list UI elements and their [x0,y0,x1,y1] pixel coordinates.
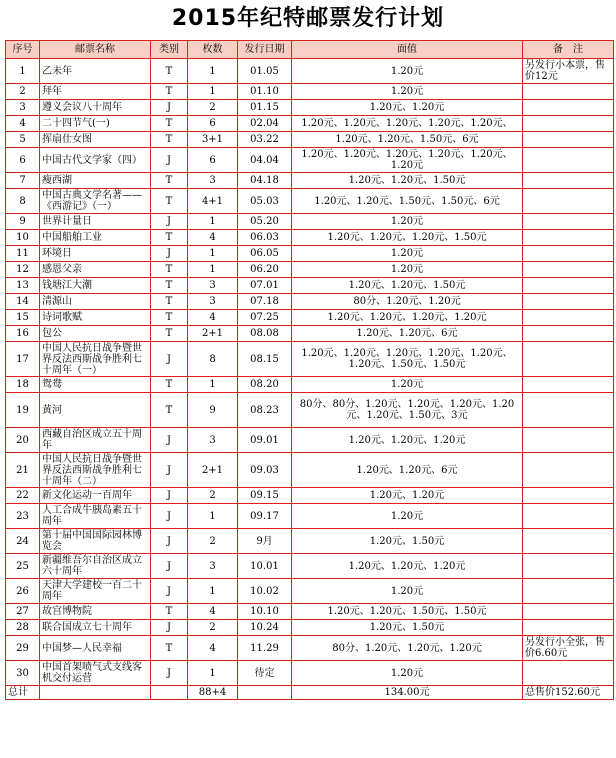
table-row [6,504,614,529]
total-row [6,686,614,700]
cell-name: 感恩父亲 [40,262,151,278]
cell-date: 09.01 [238,428,292,453]
cell-count: 3 [188,428,238,453]
cell-type: T [151,636,188,661]
cell-note [523,529,614,554]
cell-type: J [151,453,188,488]
table-row [6,132,614,148]
cell-date: 05.20 [238,214,292,230]
cell-count: 2 [188,529,238,554]
cell-name: 天津大学建校一百二十周年 [40,579,151,604]
cell-date: 07.25 [238,310,292,326]
cell-type: T [151,262,188,278]
table-row [6,620,614,636]
cell-count: 1 [188,661,238,686]
cell-name: 遵义会议八十周年 [40,100,151,116]
table-row [6,661,614,686]
cell-name: 黄河 [40,393,151,428]
cell-value: 1.20元、1.20元、1.20元、1.50元 [292,230,523,246]
cell-type: J [151,620,188,636]
cell-no: 28 [6,620,40,636]
cell-name: 钱塘江大潮 [40,278,151,294]
cell-name: 第十届中国国际园林博览会 [40,529,151,554]
cell-count: 1 [188,84,238,100]
cell-note [523,393,614,428]
cell-count: 3 [188,278,238,294]
cell-date: 07.18 [238,294,292,310]
table-row [6,59,614,84]
cell-value: 1.20元、1.20元 [292,100,523,116]
cell-count: 1 [188,246,238,262]
cell-note [523,326,614,342]
cell-type: T [151,377,188,393]
cell-count: 2 [188,488,238,504]
cell-name: 故宫博物院 [40,604,151,620]
cell-type: T [151,116,188,132]
cell-date: 10.10 [238,604,292,620]
cell-name: 中国人民抗日战争暨世界反法西斯战争胜利七十周年（一） [40,342,151,377]
cell-name: 瘦西湖 [40,173,151,189]
cell-name: 中国梦—人民幸福 [40,636,151,661]
table-row [6,636,614,661]
cell-value: 1.20元 [292,214,523,230]
cell-date: 07.01 [238,278,292,294]
cell-note [523,84,614,100]
cell-date: 04.04 [238,148,292,173]
cell-note [523,148,614,173]
page-title: 2015年纪特邮票发行计划 [171,6,445,31]
cell-value: 1.20元、1.20元 [292,488,523,504]
cell-value: 1.20元、1.20元、1.50元、1.50元、6元 [292,189,523,214]
cell-no: 20 [6,428,40,453]
cell-note [523,173,614,189]
header-name: 邮票名称 [40,41,151,59]
cell-value: 1.20元、1.20元、1.50元 [292,173,523,189]
cell-value: 80分、80分、1.20元、1.20元、1.20元、1.20元、1.20元、1.50元、3元 [292,393,523,428]
cell-name: 挥扇仕女图 [40,132,151,148]
table-row [6,453,614,488]
cell-name: 人工合成牛胰岛素五十周年 [40,504,151,529]
cell-name: 清源山 [40,294,151,310]
cell-no: 11 [6,246,40,262]
cell-value: 1.20元、1.50元 [292,529,523,554]
cell-value: 1.20元、1.20元、1.20元 [292,554,523,579]
cell-type: T [151,230,188,246]
cell-no: 16 [6,326,40,342]
cell-value: 1.20元 [292,246,523,262]
cell-no: 12 [6,262,40,278]
cell-no: 23 [6,504,40,529]
cell-date: 05.03 [238,189,292,214]
cell-count: 1 [188,262,238,278]
cell-type: T [151,132,188,148]
cell-value: 80分、1.20元、1.20元、1.20元 [292,636,523,661]
cell-type: J [151,342,188,377]
cell-name: 包公 [40,326,151,342]
cell-type: J [151,100,188,116]
cell-count: 3 [188,173,238,189]
table-row [6,377,614,393]
cell-date: 09.03 [238,453,292,488]
cell-name: 联合国成立七十周年 [40,620,151,636]
cell-count: 1 [188,579,238,604]
cell-count: 8 [188,342,238,377]
cell-name: 新文化运动一百周年 [40,488,151,504]
cell-type: J [151,529,188,554]
header-no: 序号 [6,41,40,59]
cell-count: 3 [188,554,238,579]
cell-note [523,453,614,488]
cell-date: 01.10 [238,84,292,100]
cell-no: 3 [6,100,40,116]
header-count: 枚数 [188,41,238,59]
cell-value: 1.20元 [292,661,523,686]
cell-note [523,554,614,579]
cell-type: T [151,84,188,100]
cell-note [523,132,614,148]
cell-type: J [151,246,188,262]
cell-value: 1.20元、1.20元、1.50元 [292,278,523,294]
cell-name: 诗词歌赋 [40,310,151,326]
cell-type: T [151,59,188,84]
total-type [151,686,188,700]
cell-type: T [151,173,188,189]
cell-no: 19 [6,393,40,428]
cell-count: 3 [188,294,238,310]
header-type: 类别 [151,41,188,59]
cell-no: 1 [6,59,40,84]
cell-type: J [151,661,188,686]
cell-count: 2+1 [188,453,238,488]
cell-value: 1.20元 [292,59,523,84]
cell-count: 1 [188,214,238,230]
cell-date: 待定 [238,661,292,686]
cell-type: J [151,579,188,604]
cell-date: 10.02 [238,579,292,604]
cell-count: 4 [188,310,238,326]
cell-note [523,262,614,278]
stamp-plan-table [5,40,614,700]
cell-name: 鸳鸯 [40,377,151,393]
cell-value: 1.20元 [292,504,523,529]
cell-name: 中国人民抗日战争暨世界反法西斯战争胜利七十周年（二） [40,453,151,488]
cell-date: 03.22 [238,132,292,148]
table-row [6,342,614,377]
cell-date: 08.15 [238,342,292,377]
table-row [6,428,614,453]
cell-no: 15 [6,310,40,326]
cell-date: 06.05 [238,246,292,262]
cell-value: 1.20元 [292,579,523,604]
cell-count: 1 [188,377,238,393]
cell-date: 06.20 [238,262,292,278]
cell-note: 另发行小本票，售价12元 [523,59,614,84]
table-row [6,579,614,604]
cell-no: 30 [6,661,40,686]
cell-no: 21 [6,453,40,488]
table-row [6,230,614,246]
cell-name: 世界计量日 [40,214,151,230]
cell-date: 01.15 [238,100,292,116]
cell-count: 1 [188,59,238,84]
cell-value: 1.20元、1.20元、6元 [292,453,523,488]
cell-no: 5 [6,132,40,148]
cell-no: 9 [6,214,40,230]
table-row [6,173,614,189]
total-note: 总售价152.60元 [523,686,614,700]
table-row [6,148,614,173]
table-row [6,278,614,294]
cell-no: 24 [6,529,40,554]
cell-note [523,189,614,214]
table-row [6,189,614,214]
cell-name: 乙未年 [40,59,151,84]
cell-date: 9月 [238,529,292,554]
cell-value: 1.20元 [292,84,523,100]
cell-count: 6 [188,148,238,173]
table-row [6,488,614,504]
cell-note [523,278,614,294]
cell-no: 13 [6,278,40,294]
cell-note [523,428,614,453]
cell-type: J [151,554,188,579]
cell-no: 2 [6,84,40,100]
cell-date: 10.01 [238,554,292,579]
cell-no: 10 [6,230,40,246]
cell-note [523,342,614,377]
cell-date: 09.17 [238,504,292,529]
header-note: 备 注 [523,41,614,59]
cell-type: J [151,148,188,173]
cell-note [523,488,614,504]
cell-count: 2 [188,100,238,116]
cell-date: 02.04 [238,116,292,132]
cell-note [523,100,614,116]
cell-value: 1.20元、1.20元、1.20元、1.20元 [292,310,523,326]
cell-no: 27 [6,604,40,620]
table-row [6,604,614,620]
cell-name: 西藏自治区成立五十周年 [40,428,151,453]
cell-no: 17 [6,342,40,377]
cell-type: J [151,428,188,453]
table-row [6,84,614,100]
table-row [6,310,614,326]
cell-value: 1.20元、1.20元、6元 [292,326,523,342]
cell-name: 中国古典文学名著——《西游记》（一） [40,189,151,214]
cell-name: 中国古代文学家（四） [40,148,151,173]
cell-note [523,214,614,230]
cell-type: J [151,214,188,230]
cell-value: 1.20元 [292,377,523,393]
cell-note [523,377,614,393]
cell-note [523,661,614,686]
cell-date: 08.20 [238,377,292,393]
table-row [6,294,614,310]
table-body [6,59,614,686]
cell-no: 26 [6,579,40,604]
cell-note [523,294,614,310]
cell-date: 06.03 [238,230,292,246]
cell-type: T [151,278,188,294]
table-row [6,262,614,278]
total-date [238,686,292,700]
cell-note [523,579,614,604]
cell-type: T [151,310,188,326]
cell-count: 4 [188,604,238,620]
cell-no: 18 [6,377,40,393]
cell-type: T [151,326,188,342]
header-date: 发行日期 [238,41,292,59]
cell-note [523,620,614,636]
cell-count: 1 [188,504,238,529]
cell-count: 9 [188,393,238,428]
cell-note [523,230,614,246]
cell-type: T [151,294,188,310]
table-row [6,214,614,230]
total-name [40,686,151,700]
cell-type: T [151,393,188,428]
cell-count: 4 [188,230,238,246]
cell-no: 7 [6,173,40,189]
cell-value: 1.20元、1.20元、1.50元、6元 [292,132,523,148]
cell-count: 4+1 [188,189,238,214]
cell-no: 14 [6,294,40,310]
cell-note [523,504,614,529]
cell-value: 1.20元、1.20元、1.20元、1.20元、1.20元、1.20元、1.50元、1.50元 [292,342,523,377]
cell-type: T [151,189,188,214]
cell-name: 拜年 [40,84,151,100]
cell-note [523,604,614,620]
cell-type: J [151,504,188,529]
cell-value: 80分、1.20元、1.20元 [292,294,523,310]
cell-note: 另发行小全张，售价6.60元 [523,636,614,661]
cell-count: 2+1 [188,326,238,342]
cell-name: 中国船舶工业 [40,230,151,246]
cell-name: 新疆维吾尔自治区成立六十周年 [40,554,151,579]
cell-no: 25 [6,554,40,579]
table-row [6,529,614,554]
header-value: 面值 [292,41,523,59]
table-row [6,100,614,116]
total-value: 134.00元 [292,686,523,700]
cell-value: 1.20元、1.20元、1.50元、1.50元 [292,604,523,620]
cell-count: 2 [188,620,238,636]
cell-date: 01.05 [238,59,292,84]
table-row [6,116,614,132]
cell-value: 1.20元、1.20元、1.20元、1.20元、1.20元、 [292,116,523,132]
cell-no: 29 [6,636,40,661]
cell-count: 6 [188,116,238,132]
cell-no: 8 [6,189,40,214]
cell-type: J [151,488,188,504]
cell-count: 4 [188,636,238,661]
cell-name: 中国首架喷气式支线客机交付运营 [40,661,151,686]
cell-date: 09.15 [238,488,292,504]
cell-date: 11.29 [238,636,292,661]
cell-note [523,310,614,326]
cell-name: 环境日 [40,246,151,262]
cell-note [523,116,614,132]
cell-date: 08.23 [238,393,292,428]
cell-value: 1.20元、1.20元、1.20元、1.20元、1.20元、1.20元 [292,148,523,173]
cell-type: T [151,604,188,620]
cell-value: 1.20元、1.20元、1.20元 [292,428,523,453]
table-row [6,393,614,428]
cell-date: 10.24 [238,620,292,636]
cell-count: 3+1 [188,132,238,148]
header-row [6,41,614,59]
cell-no: 6 [6,148,40,173]
total-label: 总计 [6,686,40,700]
cell-name: 二十四节气(一) [40,116,151,132]
cell-note [523,246,614,262]
cell-no: 4 [6,116,40,132]
cell-date: 08.08 [238,326,292,342]
cell-date: 04.18 [238,173,292,189]
cell-value: 1.20元、1.50元 [292,620,523,636]
table-row [6,554,614,579]
table-row [6,326,614,342]
total-count: 88+4 [188,686,238,700]
cell-no: 22 [6,488,40,504]
cell-value: 1.20元 [292,262,523,278]
table-row [6,246,614,262]
